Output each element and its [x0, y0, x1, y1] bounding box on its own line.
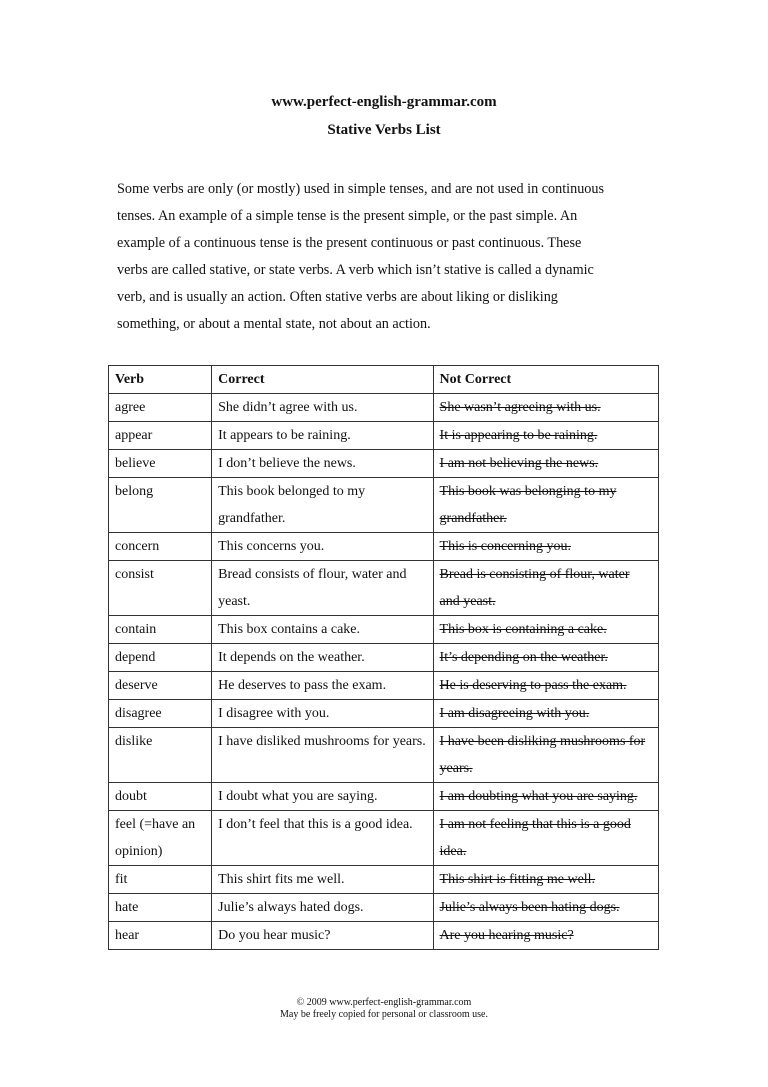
table-header-row: [109, 366, 659, 394]
table-row: [109, 422, 659, 450]
verb-cell: doubt: [109, 783, 212, 811]
correct-cell: I disagree with you.: [212, 700, 433, 728]
intro-line: something, or about a mental state, not about an action.: [117, 316, 431, 332]
table-row: [109, 866, 659, 894]
table-row: [109, 700, 659, 728]
verb-cell: feel (=have an opinion): [109, 811, 212, 866]
correct-cell: I don’t believe the news.: [212, 450, 433, 478]
table-row: [109, 616, 659, 644]
intro-line: example of a continuous tense is the present continuous or past continuous. These: [117, 235, 582, 251]
table-row: [109, 450, 659, 478]
incorrect-cell: It is appearing to be raining.: [433, 422, 658, 450]
verb-cell: believe: [109, 450, 212, 478]
page-footer: [0, 997, 768, 1021]
incorrect-cell: This is concerning you.: [433, 533, 658, 561]
verb-cell: fit: [109, 866, 212, 894]
site-url: www.perfect-english-grammar.com: [271, 94, 497, 110]
verb-cell: concern: [109, 533, 212, 561]
verb-cell: hate: [109, 894, 212, 922]
incorrect-cell: I am disagreeing with you.: [433, 700, 658, 728]
verb-cell: agree: [109, 394, 212, 422]
table-row: [109, 922, 659, 950]
incorrect-cell: I am not feeling that this is a good idea.: [433, 811, 658, 866]
incorrect-cell: It’s depending on the weather.: [433, 644, 658, 672]
verb-cell: disagree: [109, 700, 212, 728]
correct-cell: This book belonged to my grandfather.: [212, 478, 433, 533]
incorrect-cell: She wasn’t agreeing with us.: [433, 394, 658, 422]
table-row: [109, 728, 659, 783]
usage-note: May be freely copied for personal or classroom use.: [280, 1009, 488, 1020]
table-row: [109, 894, 659, 922]
incorrect-cell: He is deserving to pass the exam.: [433, 672, 658, 700]
incorrect-cell: I am not believing the news.: [433, 450, 658, 478]
copyright-line: © 2009 www.perfect-english-grammar.com: [296, 997, 472, 1008]
incorrect-cell: Are you hearing music?: [433, 922, 658, 950]
verb-cell: contain: [109, 616, 212, 644]
correct-cell: This box contains a cake.: [212, 616, 433, 644]
correct-cell: It depends on the weather.: [212, 644, 433, 672]
table-row: [109, 811, 659, 866]
incorrect-cell: I am doubting what you are saying.: [433, 783, 658, 811]
correct-cell: It appears to be raining.: [212, 422, 433, 450]
intro-line: Some verbs are only (or mostly) used in simple tenses, and are not used in continuous: [117, 181, 605, 197]
page-title: Stative Verbs List: [327, 122, 441, 138]
intro-line: tenses. An example of a simple tense is the present simple, or the past simple. An: [117, 208, 578, 224]
correct-cell: Julie’s always hated dogs.: [212, 894, 433, 922]
verb-cell: dislike: [109, 728, 212, 783]
intro-paragraph: [117, 176, 657, 338]
table-row: [109, 783, 659, 811]
table-row: [109, 394, 659, 422]
incorrect-cell: I have been disliking mushrooms for years.: [433, 728, 658, 783]
correct-cell: This shirt fits me well.: [212, 866, 433, 894]
verb-cell: depend: [109, 644, 212, 672]
table-row: [109, 561, 659, 616]
table-row: [109, 533, 659, 561]
incorrect-cell: This book was belonging to my grandfather.: [433, 478, 658, 533]
stative-verbs-table: [108, 365, 659, 950]
header-verb: Verb: [109, 366, 212, 394]
correct-cell: I doubt what you are saying.: [212, 783, 433, 811]
verb-cell: hear: [109, 922, 212, 950]
intro-line: verb, and is usually an action. Often stative verbs are about liking or disliking: [117, 289, 558, 305]
incorrect-cell: Bread is consisting of flour, water and yeast.: [433, 561, 658, 616]
verb-cell: deserve: [109, 672, 212, 700]
header-not-correct: Not Correct: [433, 366, 658, 394]
verb-cell: appear: [109, 422, 212, 450]
correct-cell: He deserves to pass the exam.: [212, 672, 433, 700]
verb-cell: consist: [109, 561, 212, 616]
correct-cell: I don’t feel that this is a good idea.: [212, 811, 433, 866]
table-row: [109, 672, 659, 700]
correct-cell: Do you hear music?: [212, 922, 433, 950]
table-row: [109, 644, 659, 672]
incorrect-cell: This shirt is fitting me well.: [433, 866, 658, 894]
incorrect-cell: This box is containing a cake.: [433, 616, 658, 644]
verb-cell: belong: [109, 478, 212, 533]
incorrect-cell: Julie’s always been hating dogs.: [433, 894, 658, 922]
correct-cell: This concerns you.: [212, 533, 433, 561]
correct-cell: She didn’t agree with us.: [212, 394, 433, 422]
table-row: [109, 478, 659, 533]
correct-cell: Bread consists of flour, water and yeast.: [212, 561, 433, 616]
correct-cell: I have disliked mushrooms for years.: [212, 728, 433, 783]
intro-line: verbs are called stative, or state verbs. A verb which isn’t stative is called a dynamic: [117, 262, 594, 278]
header-correct: Correct: [212, 366, 433, 394]
